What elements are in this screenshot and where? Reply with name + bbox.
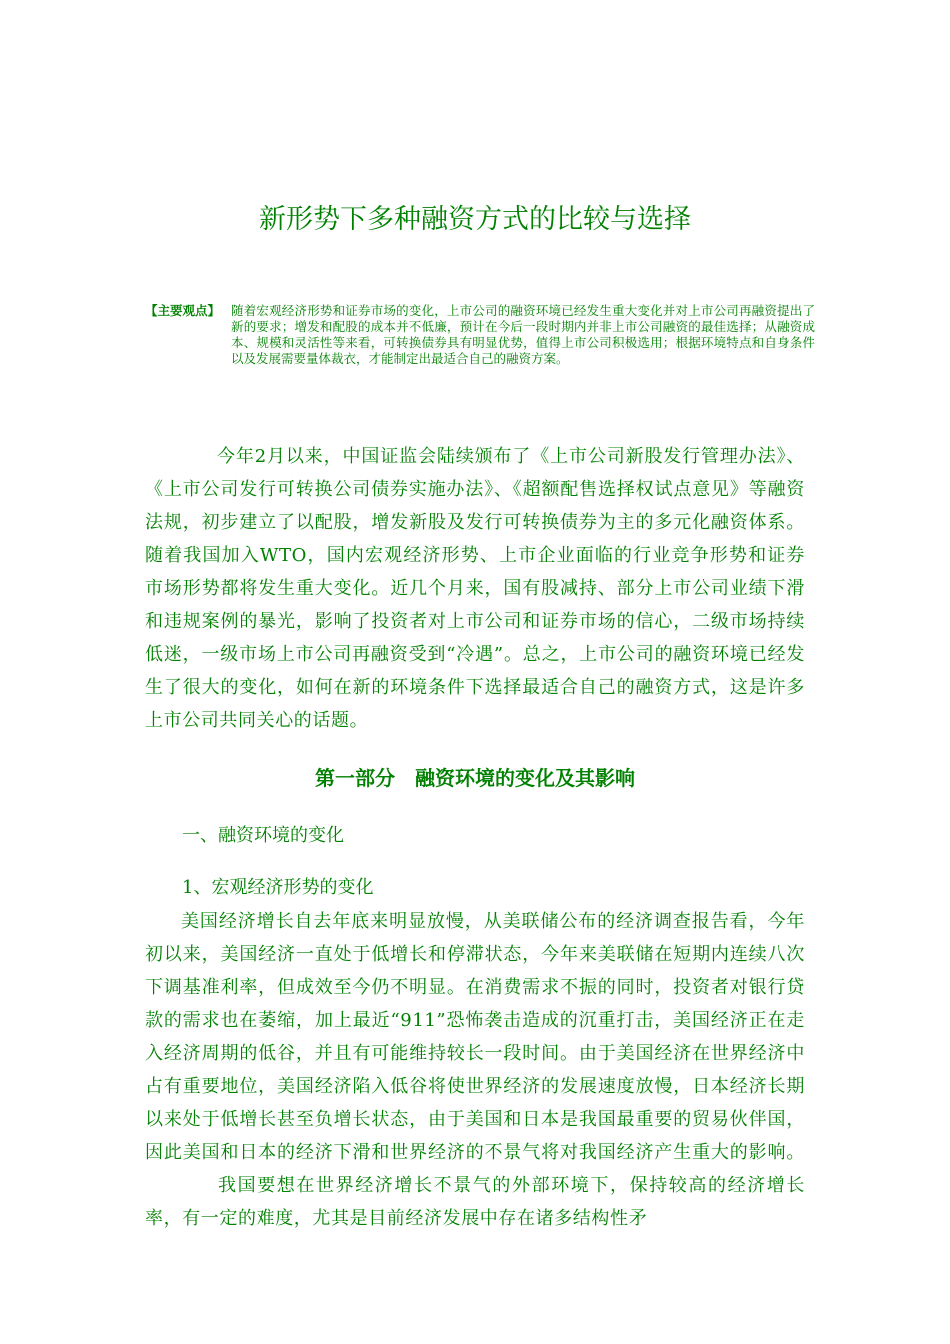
body-paragraph-text-b: 我国要想在世界经济增长不景气的外部环境下，保持较高的经济增长率，有一定的难度，尤其是目前经济发展中存在诸多结构性矛 <box>145 1175 805 1229</box>
summary-text: 随着宏观经济形势和证券市场的变化，上市公司的融资环境已经发生重大变化并对上市公司再融资提出了新的要求；增发和配股的成本并不低廉，预计在今后一段时期内并非上市公司融资的最佳选择；从融资成本、规模和灵活性等来看，可转换债券具有明显优势，值得上市公司积极选用；根据环境特点和自身条件以及发展需要量体裁衣，才能制定出最适合自己的融资方案。 <box>231 303 815 366</box>
document-title: 新形势下多种融资方式的比较与选择 <box>259 204 691 235</box>
body-paragraph <box>145 905 805 1235</box>
summary-block <box>145 303 815 367</box>
subheading-environment-change: 一、融资环境的变化 <box>182 825 344 846</box>
section-heading: 第一部分 融资环境的变化及其影响 <box>315 766 635 790</box>
subheading-macro-economy: 1、宏观经济形势的变化 <box>182 877 374 898</box>
body-paragraph-text-a: 美国经济增长自去年底来明显放慢，从美联储公布的经济调查报告看，今年初以来，美国经济一直处于低增长和停滞状态，今年来美联储在短期内连续八次下调基准利率，但成效至今仍不明显。在消费需求不振的同时，投资者对银行贷款的需求也在萎缩，加上最近“911”恐怖袭击造成的沉重打击，美国经济正在走入经济周期的低谷，并且有可能维持较长一段时间。由于美国经济在世界经济中占有重要地位，美国经济陷入低谷将使世界经济的发展速度放慢，日本经济长期以来处于低增长甚至负增长状态，由于美国和日本是我国最重要的贸易伙伴国，因此美国和日本的经济下滑和世界经济的不景气将对我国经济产生重大的影响。 <box>145 911 805 1163</box>
summary-label: 【主要观点】 <box>145 303 221 318</box>
intro-paragraph: 今年2月以来，中国证监会陆续颁布了《上市公司新股发行管理办法》、《上市公司发行可转换公司债券实施办法》、《超额配售选择权试点意见》等融资法规，初步建立了以配股，增发新股及发行可转换债券为主的多元化融资体系。随着我国加入WTO，国内宏观经济形势、上市企业面临的行业竞争形势和证券市场形势都将发生重大变化。近几个月来，国有股减持、部分上市公司业绩下滑和违规案例的暴光，影响了投资者对上市公司和证券市场的信心，二级市场持续低迷，一级市场上市公司再融资受到“冷遇”。总之，上市公司的融资环境已经发生了很大的变化，如何在新的环境条件下选择最适合自己的融资方式，这是许多上市公司共同关心的话题。 <box>145 446 805 731</box>
